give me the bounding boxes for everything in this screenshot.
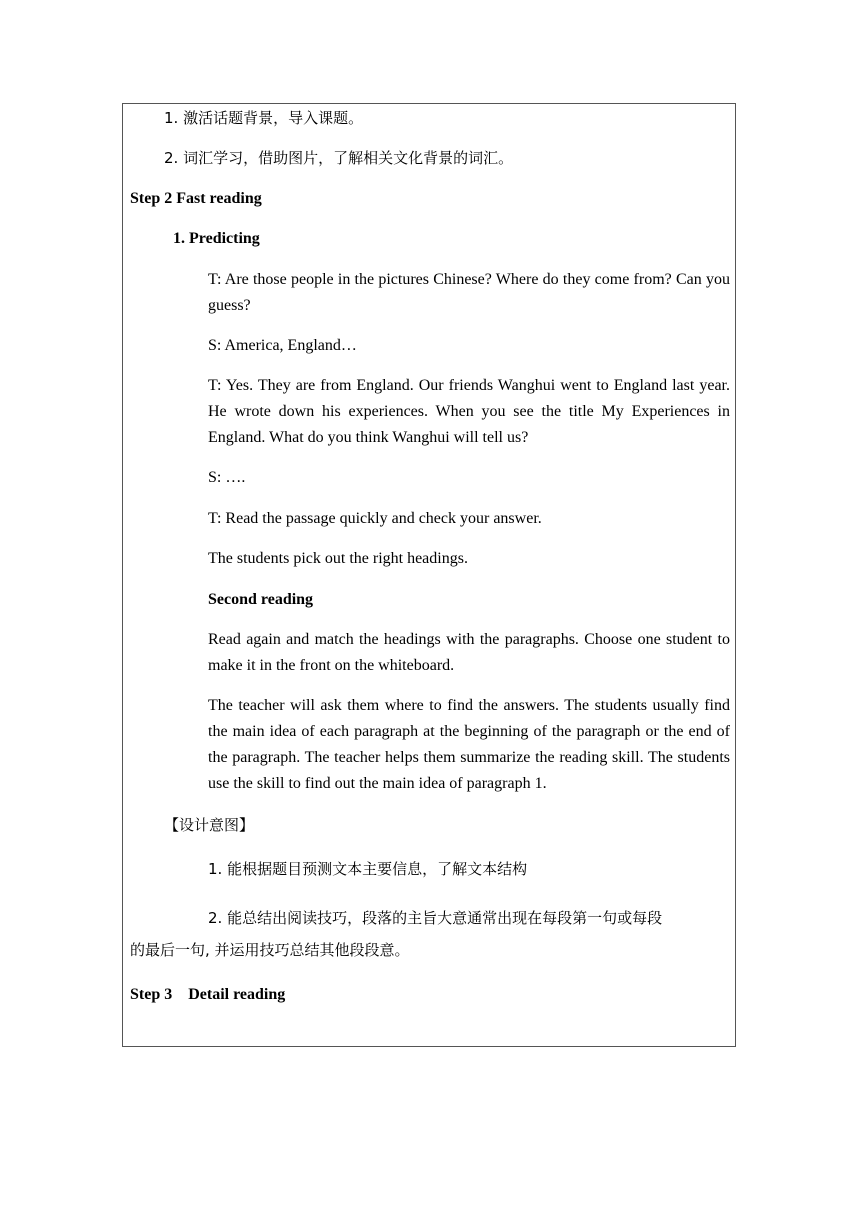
design-intent-heading: 【设计意图】 (164, 816, 255, 834)
step3-heading: Step 3 Detail reading (130, 986, 286, 1003)
design-item-1: 1. 能根据题目预测文本主要信息，了解文本结构 (208, 860, 528, 878)
second-reading-heading: Second reading (208, 591, 314, 608)
paragraph-student-answer: S: America, England… (208, 337, 357, 354)
paragraph-teacher-instruction: T: Read the passage quickly and check your answer. (208, 510, 542, 527)
step2-heading: Step 2 Fast reading (130, 190, 262, 207)
paragraph-students-headings: The students pick out the right headings. (208, 550, 468, 567)
design-item-2-line-2: 的最后一句, 并运用技巧总结其他段段意。 (130, 941, 410, 959)
paragraph-teacher-question: T: Are those people in the pictures Chinese? Where do they come from? Can you guess? (208, 271, 730, 314)
intro-item-2: 2. 词汇学习，借助图片，了解相关文化背景的词汇。 (164, 149, 514, 167)
design-item-2-line-1: 2. 能总结出阅读技巧，段落的主旨大意通常出现在每段第一句或每段 (208, 909, 663, 927)
paragraph-reading-skill: The teacher will ask them where to find the answers. The students usually find the main idea of each paragraph at the beginning of the paragraph or the end of the paragraph. The teacher helps them summarize the reading skill. The students use the skill to find out the main idea of paragraph 1. (208, 697, 730, 792)
intro-item-1: 1. 激活话题背景，导入课题。 (164, 109, 364, 127)
predicting-heading: 1. Predicting (173, 230, 260, 247)
paragraph-match-headings: Read again and match the headings with the paragraphs. Choose one student to make it in the front on the whiteboard. (208, 631, 730, 674)
paragraph-student-reply: S: …. (208, 469, 246, 486)
paragraph-teacher-explanation: T: Yes. They are from England. Our friends Wanghui went to England last year. He wrote down his experiences. When you see the title My Experiences in England. What do you think Wanghui will tell us? (208, 377, 730, 446)
